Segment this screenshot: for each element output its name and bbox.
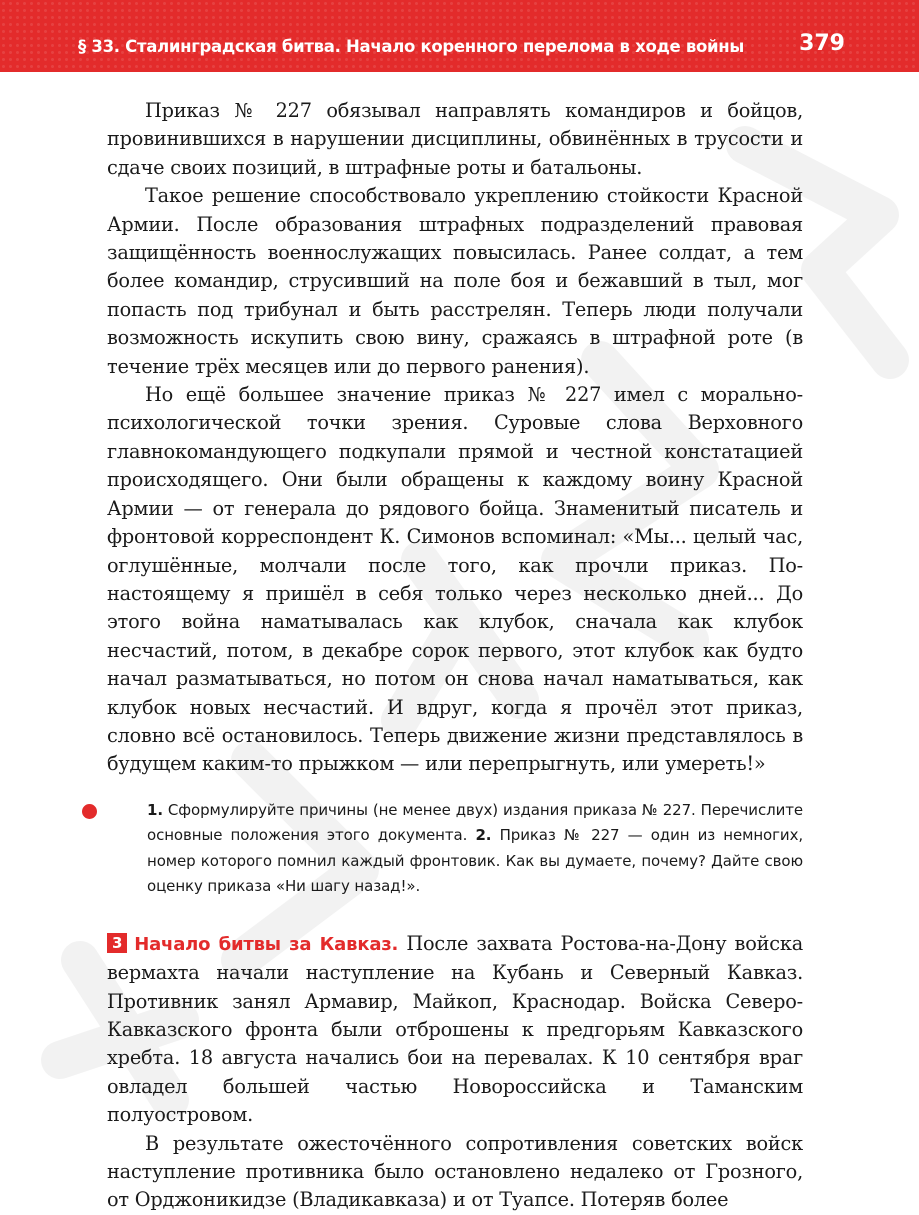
section-3 [107,930,803,1215]
page-number: 379 [799,31,845,56]
section-title: Начало битвы за Кавказ. [134,933,399,955]
question-bullet-icon [82,804,97,819]
paragraph-1: Приказ № 227 обязывал направлять командиров и бойцов, провинившихся в нарушении дисциплины, обвинённых в трусости и сдаче своих позиций, в штрафные роты и батальоны. [107,99,803,179]
section-lead-text: После захвата Ростова-на-Дону войска вермахта начали наступление на Кубань и Северный Кавказ. Противник занял Армавир, Майкоп, Краснодар. Войска Северо-Кавказского фронта были отброшены к предгорьям Кавказского хребта. 18 августа начались бои на перевалах. К 10 сентября враг овладел большей частью Новороссийска и Таманским полуостровом. [107,931,803,1127]
section-number-badge: 3 [107,933,127,953]
section-paragraph-2: В результате ожесточённого сопротивления советских войск наступление противника было остановлено недалеко от Грозного, от Орджоникидзе (Владикавказа) и от Туапсе. Потеряв более [107,1131,803,1212]
page-header [0,0,919,72]
questions-block [107,798,803,900]
page-content [107,97,803,1215]
question-1-text: Сформулируйте причины (не менее двух) издания приказа № 227. Перечислите основные положения этого документа. [147,800,803,845]
header-title: § 33. Сталинградская битва. Начало коренного перелома в ходе войны [78,37,745,56]
paragraph-2: Такое решение способствовало укреплению стойкости Красной Армии. После образования штрафных подразделений правовая защищённость военнослужащих повысилась. Ранее солдат, а тем более командир, струсивший на поле боя и бежавший в тыл, мог попасть под трибунал и быть расстрелян. Теперь люди получали возможность искупить свою вину, сражаясь в штрафной роте (в течение трёх месяцев или до первого ранения). [107,184,803,378]
question-2-number: 2. [475,826,492,845]
question-1-number: 1. [147,800,163,819]
question-2-text: Приказ № 227 — один из немногих, номер которого помнил каждый фронтовик. Как вы думаете, почему? Дайте свою оценку приказа «Ни шагу назад!». [147,826,804,896]
section-lead-paragraph [107,930,803,1130]
paragraph-3: Но ещё большее значение приказ № 227 имел с морально-психологической точки зрения. Суровые слова Верховного главнокомандующего подкупали прямой и честной констатацией происходящего. Они были обращены к каждому воину Красной Армии — от генерала до рядового бойца. Знаменитый писатель и фронтовой корреспондент К. Симонов вспоминал: «Мы... целый час, оглушённые, молчали после того, как прочли приказ. По-настоящему я пришёл в себя только через несколько дней... До этого война наматывалась как клубок, сначала как клубок несчастий, потом, в декабре сорок первого, этот клубок как будто начал разматываться, но потом он снова начал наматываться, как клубок новых несчастий. И вдруг, когда я прочёл этот приказ, словно всё остановилось. Теперь движение жизни представлялось в будущем каким-то прыжком — или перепрыгнуть, или умереть!» [107,383,803,776]
